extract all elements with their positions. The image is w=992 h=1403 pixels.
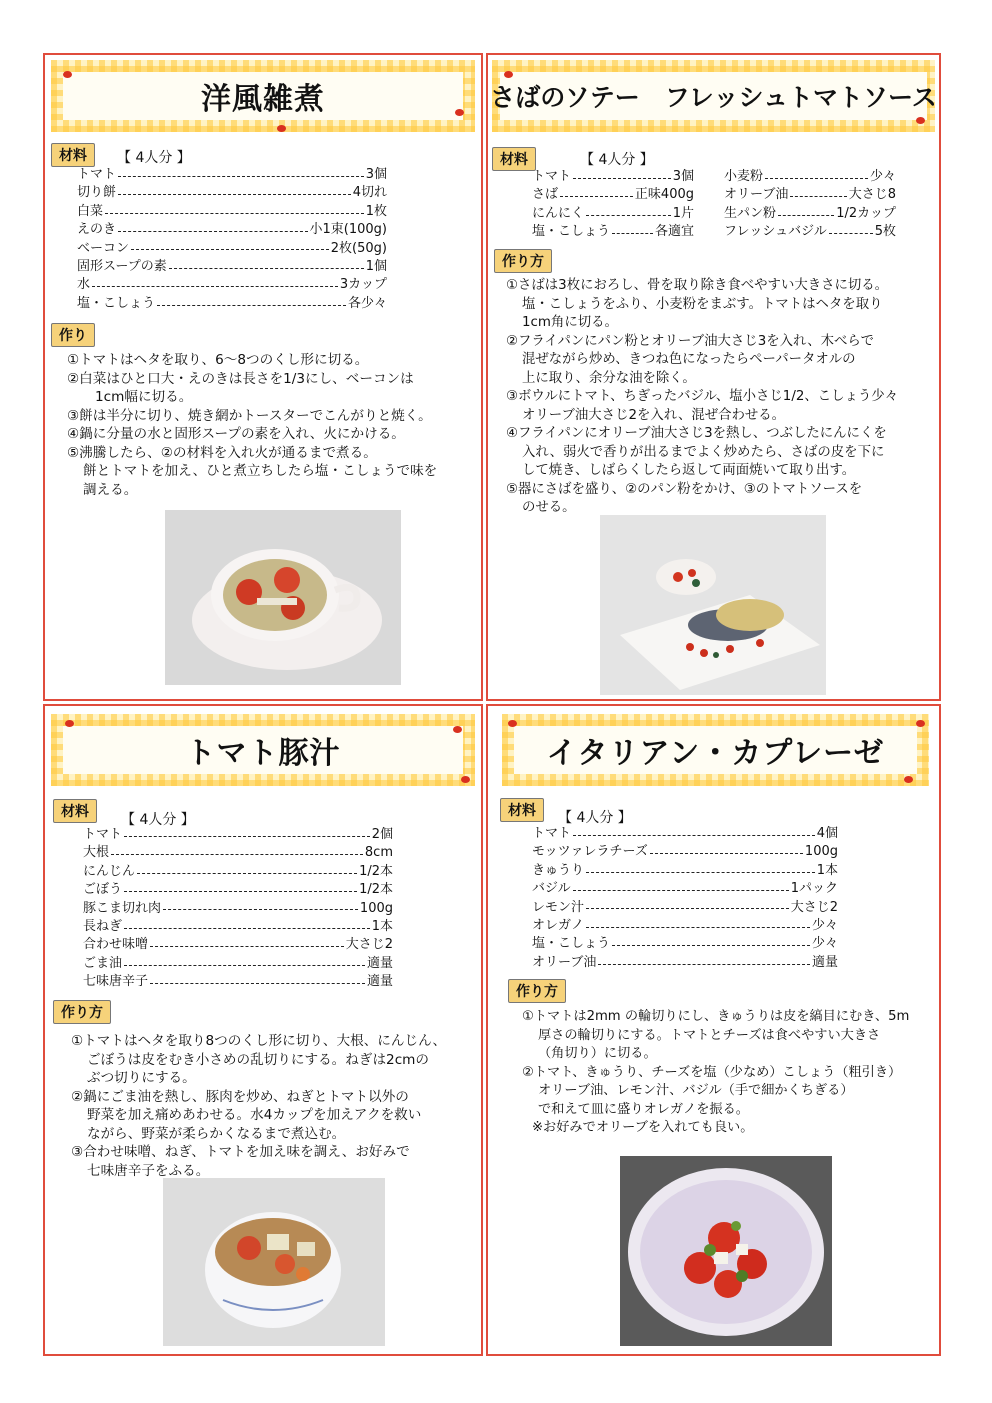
method-label: 作り xyxy=(51,323,95,347)
ingredient-row: 豚こま切れ肉 100g xyxy=(83,900,393,916)
ingredient-row: フレッシュバジル 5枚 xyxy=(724,224,896,240)
tomato-dot-icon xyxy=(65,720,74,727)
step-line: ながら、野菜が柔らかくなるまで煮込む。 xyxy=(87,1125,346,1142)
step-line: のせる。 xyxy=(522,500,576,515)
servings: 【 4人分 】 xyxy=(121,812,195,828)
ingredient-row: トマト 3個 xyxy=(532,169,694,184)
dish-photo xyxy=(600,515,826,695)
ingredient-row: 固形スープの素 1個 xyxy=(77,259,387,275)
step-line: ③ボウルにトマト、ちぎったバジル、塩小さじ1/2、こしょう少々 xyxy=(506,389,899,404)
step-line: オリーブ油大さじ2を入れ、混ぜ合わせる。 xyxy=(522,407,786,423)
method-steps xyxy=(506,277,898,518)
step-line: して焼き、しばらくしたら返して両面焼いて取り出す。 xyxy=(522,463,856,478)
ingredient-row: 切り餅 4切れ xyxy=(77,185,387,201)
ingredient-row: オレガノ 少々 xyxy=(532,918,838,934)
ingredients-label: 材料 xyxy=(492,147,536,171)
step-line: ③合わせ味噌、ねぎ、トマトを加え味を調え、お好みで xyxy=(71,1144,410,1160)
tomato-dot-icon xyxy=(508,720,517,727)
tomato-dot-icon xyxy=(63,71,72,78)
ingredient-row: 生パン粉 1/2カップ xyxy=(724,205,896,221)
ingredient-row: ごぼう 1/2本 xyxy=(83,882,393,898)
dish-photo xyxy=(620,1156,832,1346)
step-line: で和えて皿に盛りオレガノを振る。 xyxy=(538,1101,749,1117)
recipe-card-yofu-zoni xyxy=(43,53,483,701)
tomato-dot-icon xyxy=(504,71,513,78)
step-line: 1cm幅に切る。 xyxy=(95,389,193,405)
step-line: ①トマトは2mm の輪切りにし、きゅうりは皮を縞目にむき、5m xyxy=(522,1009,910,1024)
step-line: ①トマトはヘタを取り、6～8つのくし形に切る。 xyxy=(67,352,369,368)
step-line: ①さばは3枚におろし、骨を取り除き食べやすい大きさに切る。 xyxy=(506,278,889,293)
servings: 【 4人分 】 xyxy=(558,810,632,826)
ingredient-row: バジル 1パック xyxy=(532,881,838,897)
method-label: 作り方 xyxy=(494,249,552,273)
ingredient-row: さば 正味400g xyxy=(532,187,694,203)
ingredients-label: 材料 xyxy=(500,798,544,822)
step-line: ⑤沸騰したら、②の材料を入れ火が通るまで煮る。 xyxy=(67,444,377,461)
ingredient-row: トマト 2個 xyxy=(83,827,393,842)
step-line: ④鍋に分量の水と固形スープの素を入れ、火にかける。 xyxy=(67,426,405,442)
step-line: ②フライパンにパン粉とオリーブ油大さじ3を入れ、木べらで xyxy=(506,333,875,349)
step-line: ①トマトはヘタを取り8つのくし形に切り、大根、にんじん、 xyxy=(71,1033,447,1049)
method-steps xyxy=(71,1032,446,1180)
step-line: 塩・こしょうをふり、小麦粉をまぶす。トマトはヘタを取り xyxy=(522,296,883,312)
ingredient-row: にんにく 1片 xyxy=(532,205,694,221)
ingredient-row: 塩・こしょう 各少々 xyxy=(77,295,387,311)
step-line: 野菜を加え痛めあわせる。水4カップを加えアクを救い xyxy=(87,1107,422,1123)
ingredient-list xyxy=(77,166,387,313)
ingredient-row: モッツァレラチーズ 100g xyxy=(532,844,838,860)
step-line: ②トマト、きゅうり、チーズを塩（少なめ）こしょう（粗引き） xyxy=(522,1064,902,1080)
step-line: 餅とトマトを加え、ひと煮立ちしたら塩・こしょうで味を xyxy=(83,463,438,479)
tomato-dot-icon xyxy=(453,726,462,733)
ingredient-row: ごま油 適量 xyxy=(83,955,393,971)
step-line: 上に取り、余分な油を除く。 xyxy=(522,370,696,386)
title-banner xyxy=(51,714,475,786)
recipe-title: トマト豚汁 xyxy=(185,736,341,771)
ingredient-row: えのき 小1束(100g) xyxy=(77,222,387,238)
step-line: ※お好みでオリーブを入れても良い。 xyxy=(532,1120,754,1135)
recipe-title: イタリアン・カプレーゼ xyxy=(546,736,885,771)
ingredients-label: 材料 xyxy=(53,799,97,823)
method-label: 作り方 xyxy=(508,979,566,1003)
method-label: 作り方 xyxy=(53,1000,111,1024)
ingredient-row: 水 3カップ xyxy=(77,277,387,293)
ingredient-row: 白菜 1枚 xyxy=(77,203,387,219)
servings: 【 4人分 】 xyxy=(117,150,191,166)
ingredient-row: オリーブ油 適量 xyxy=(532,954,838,970)
tomato-dot-icon xyxy=(904,776,913,783)
title-banner xyxy=(502,714,929,786)
step-line: ④フライパンにオリーブ油大さじ3を熱し、つぶしたにんにくを xyxy=(506,426,887,441)
step-line: ②白菜はひと口大・えのきは長さを1/3にし、ベーコンは xyxy=(67,370,414,387)
recipe-card-caprese xyxy=(486,704,941,1356)
ingredient-list xyxy=(83,826,393,992)
ingredient-list-left xyxy=(532,168,694,242)
tomato-dot-icon xyxy=(916,117,925,124)
step-line: ぶつ切りにする。 xyxy=(87,1070,196,1086)
title-banner xyxy=(492,60,935,132)
tomato-dot-icon xyxy=(277,125,286,132)
step-line: 1cm角に切る。 xyxy=(522,315,618,330)
ingredient-list-right xyxy=(724,168,896,242)
ingredient-row: オリーブ油 大さじ8 xyxy=(724,187,896,203)
recipe-title: 洋風雑煮 xyxy=(201,82,325,117)
step-line: ⑤器にさばを盛り、②のパン粉をかけ、③のトマトソースを xyxy=(506,481,863,497)
ingredient-row: きゅうり 1本 xyxy=(532,862,838,878)
step-line: ②鍋にごま油を熱し、豚肉を炒め、ねぎとトマト以外の xyxy=(71,1088,409,1105)
ingredient-row: レモン汁 大さじ2 xyxy=(532,899,838,915)
ingredient-row: 小麦粉 少々 xyxy=(724,169,896,184)
ingredient-row: にんじん 1/2本 xyxy=(83,863,393,879)
recipe-card-tomato-tonjiru xyxy=(43,704,483,1356)
ingredient-row: 塩・こしょう 各適宜 xyxy=(532,224,694,240)
ingredient-list xyxy=(532,825,838,972)
ingredient-row: 塩・こしょう 少々 xyxy=(532,936,838,952)
ingredient-row: トマト 4個 xyxy=(532,826,838,841)
servings: 【 4人分 】 xyxy=(580,152,654,168)
step-line: （角切り）に切る。 xyxy=(538,1046,657,1061)
ingredient-row: トマト 3個 xyxy=(77,167,387,182)
dish-photo xyxy=(163,1178,385,1346)
ingredient-row: 七味唐辛子 適量 xyxy=(83,974,393,990)
step-line: オリーブ油、レモン汁、バジル（手で細かくちぎる） xyxy=(538,1083,854,1098)
step-line: 入れ、弱火で香りが出るまでよく炒めたら、さばの皮を下に xyxy=(522,444,885,460)
step-line: 調える。 xyxy=(83,481,138,498)
method-steps xyxy=(522,1008,909,1138)
step-line: ③餅は半分に切り、焼き網かトースターでこんがりと焼く。 xyxy=(67,407,432,424)
step-line: 混ぜながら炒め、きつね色になったらペーパータオルの xyxy=(522,352,856,367)
step-line: 厚さの輪切りにする。トマトとチーズは食べやすい大きさ xyxy=(538,1027,881,1043)
tomato-dot-icon xyxy=(916,720,925,727)
ingredient-row: 長ねぎ 1本 xyxy=(83,919,393,935)
step-line: 七味唐辛子をふる。 xyxy=(87,1162,210,1179)
ingredient-row: 大根 8cm xyxy=(83,845,393,861)
ingredients-label: 材料 xyxy=(51,143,95,167)
ingredient-row: ベーコン 2枚(50g) xyxy=(77,240,387,256)
title-banner xyxy=(51,60,475,132)
tomato-dot-icon xyxy=(455,109,464,116)
step-line: ごぼうは皮をむき小さめの乱切りにする。ねぎは2cmの xyxy=(87,1051,430,1068)
tomato-dot-icon xyxy=(461,776,470,783)
recipe-card-saba-saute xyxy=(486,53,941,701)
recipe-title: さばのソテー フレッシュトマトソース xyxy=(490,83,937,112)
ingredient-row: 合わせ味噌 大さじ2 xyxy=(83,937,393,953)
method-steps xyxy=(67,351,437,499)
dish-photo xyxy=(165,510,401,685)
